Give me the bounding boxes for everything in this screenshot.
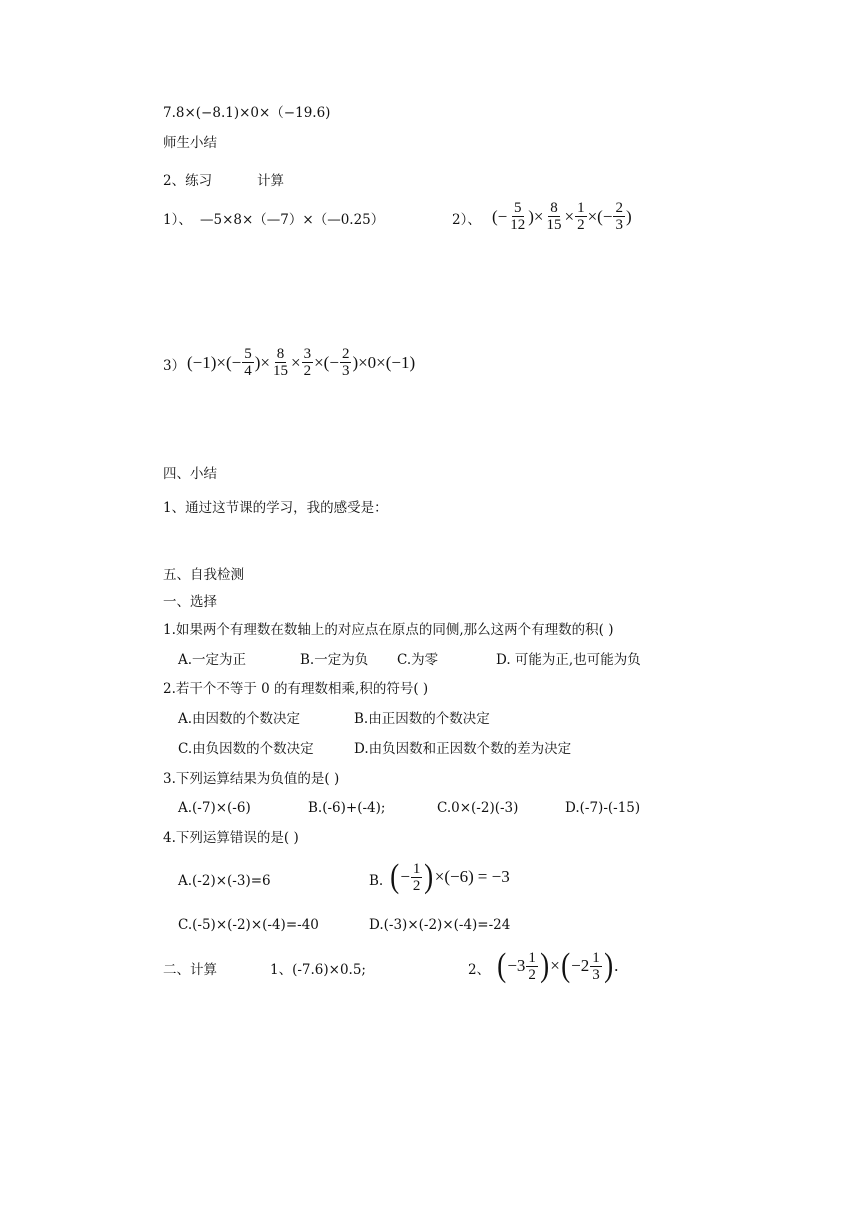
fraction (575, 200, 587, 233)
practice-q3-expression: (−1)×(− $\frac{5}{4}$ )× $\frac{8}{15}$ × $\frac{3}{2}$ ×(− $\frac{2}{3}$ )×0×(−1) (187, 346, 416, 379)
denominator: 2 (528, 966, 536, 983)
question-3: 3.下列运算结果为负值的是( ) (163, 771, 340, 787)
calc-1: 1、(-7.6)×0.5; (270, 962, 366, 978)
fraction (508, 200, 527, 233)
denominator: 2 (303, 363, 312, 379)
section4-item1: 1、通过这节课的学习，我的感受是： (163, 500, 388, 516)
q1-option-b: B.一定为负 (300, 652, 369, 668)
denominator: 15 (546, 217, 562, 233)
denominator: 3 (592, 966, 600, 983)
q1-option-c: C.为零 (397, 652, 439, 668)
q3-option-a: A.(-7)×(-6) (178, 800, 251, 816)
question-1: 1.如果两个有理数在数轴上的对应点在原点的同侧,那么这两个有理数的积( ) (163, 622, 614, 638)
fraction (590, 950, 602, 983)
fraction (340, 346, 352, 379)
q1-option-d: D. 可能为正,也可能为负 (496, 652, 641, 668)
fraction (526, 950, 538, 983)
whole-number: −3 (507, 956, 526, 975)
denominator: 4 (244, 363, 252, 379)
question-2: 2.若干个不等于 0 的有理数相乘,积的符号( ) (163, 681, 429, 697)
fraction (613, 200, 625, 233)
q3-option-d: D.(-7)-(-15) (565, 800, 641, 816)
practice-q1-expression: —5×8×（—7）×（—0.25） (200, 212, 385, 228)
q4-option-d: D.(-3)×(-2)×(-4)=-24 (369, 917, 511, 933)
q3-option-b: B.(-6)+(-4); (308, 800, 386, 816)
fraction (545, 200, 564, 233)
calc-2-prefix: 2、 (468, 962, 491, 978)
q1-option-a: A.一定为正 (178, 652, 247, 668)
numerator: 5 (514, 200, 522, 216)
fraction (242, 346, 254, 379)
practice-heading: 2、练习 (163, 173, 213, 189)
q4-option-b-label: B. (369, 873, 384, 889)
whole-number: −2 (571, 956, 590, 975)
denominator: 15 (273, 363, 288, 379)
q2-option-d: D.由负因数和正因数个数的差为决定 (354, 741, 572, 757)
practice-q2-expression: (− $\frac{5}{12}$ )× $\frac{8}{15}$ × $\frac{1}{2}$ ×(− $\frac{2}{3}$ ) (492, 200, 632, 233)
practice-q1-prefix: 1）、 (163, 212, 192, 228)
q4-option-c: C.(-5)×(-2)×(-4)=-40 (178, 917, 319, 933)
denominator: 3 (341, 363, 350, 379)
question-4: 4.下列运算错误的是( ) (163, 830, 299, 846)
numerator: 8 (550, 200, 558, 216)
fraction (411, 861, 423, 894)
q4-option-b-expression: ( − $\frac{1}{2}$ ) × (−6) = −3 (390, 858, 510, 895)
part1-heading: 一、选择 (163, 594, 217, 610)
calc-2-expression: ( −3 $\frac{1}{2}$ ) × ( −2 $\frac{1}{3}$ ) . (497, 947, 619, 984)
practice-task: 计算 (257, 173, 284, 189)
factor: (−6) (444, 867, 474, 886)
q2-option-c: C.由负因数的个数决定 (178, 741, 314, 757)
denominator: 12 (510, 217, 526, 233)
result: = −3 (477, 867, 510, 886)
numerator: 1 (528, 949, 536, 966)
numerator: 1 (412, 860, 421, 877)
denominator: 2 (577, 217, 585, 233)
section4-heading: 四、小结 (163, 466, 217, 482)
practice-q3-prefix: 3） (163, 358, 186, 374)
fraction (302, 346, 314, 379)
summary-label: 师生小结 (163, 135, 217, 151)
numerator: 1 (592, 949, 600, 966)
fraction (271, 346, 290, 379)
denominator: 3 (615, 217, 623, 233)
numerator: 3 (303, 346, 312, 362)
practice-q2-prefix: 2）、 (452, 212, 481, 228)
q2-option-b: B.由正因数的个数决定 (354, 711, 490, 727)
section5-heading: 五、自我检测 (163, 567, 244, 583)
q2-option-a: A.由因数的个数决定 (178, 711, 301, 727)
q4-option-a: A.(-2)×(-3)=6 (178, 873, 271, 889)
q3-option-c: C.0×(-2)(-3) (437, 800, 519, 816)
intro-expression: 7.8×(−8.1)×0×（−19.6) (163, 105, 331, 121)
numerator: 2 (341, 346, 350, 362)
numerator: 2 (615, 200, 623, 216)
part2-heading: 二、计算 (163, 962, 217, 978)
denominator: 2 (412, 877, 421, 894)
numerator: 8 (276, 346, 285, 362)
numerator: 5 (244, 346, 252, 362)
numerator: 1 (577, 200, 585, 216)
